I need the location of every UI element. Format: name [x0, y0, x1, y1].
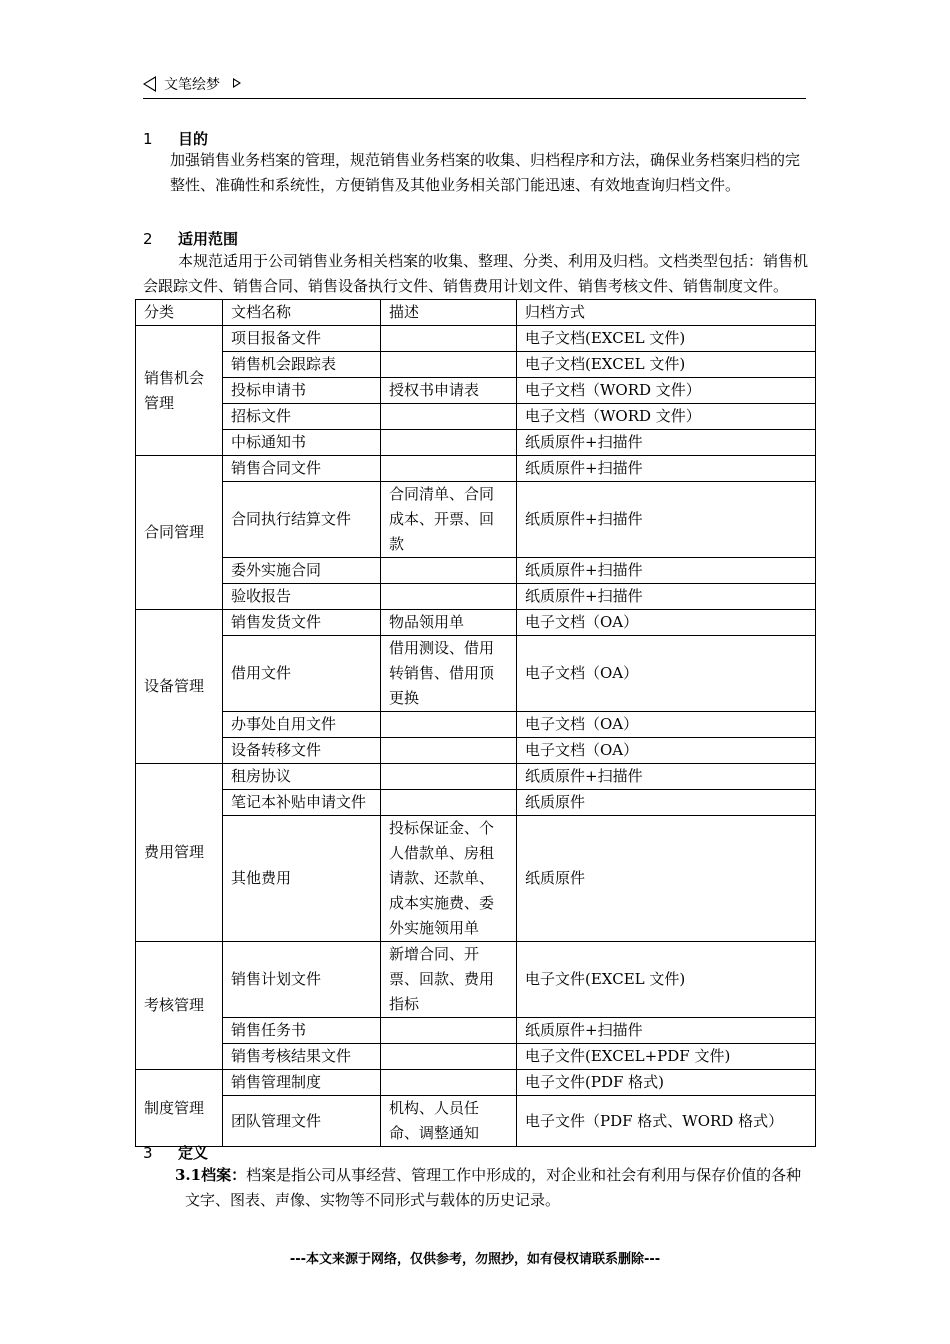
doc-name-cell: 项目报备文件: [223, 326, 381, 352]
desc-cell: [381, 352, 517, 378]
category-cell: 考核管理: [136, 942, 223, 1070]
method-cell: 电子文档(EXCEL 文件): [517, 352, 816, 378]
section-title: 定义: [178, 1144, 209, 1162]
doc-name-cell: 销售计划文件: [223, 942, 381, 1018]
desc-cell: 授权书申请表: [381, 378, 517, 404]
method-cell: 电子文件（PDF 格式、WORD 格式）: [517, 1096, 816, 1147]
doc-name-cell: 验收报告: [223, 584, 381, 610]
doc-name-cell: 借用文件: [223, 636, 381, 712]
column-header: 文档名称: [223, 300, 381, 326]
doc-name-cell: 其他费用: [223, 816, 381, 942]
doc-name-cell: 销售管理制度: [223, 1070, 381, 1096]
section-2-heading: [143, 228, 238, 249]
method-cell: 纸质原件+扫描件: [517, 558, 816, 584]
doc-name-cell: 设备转移文件: [223, 738, 381, 764]
table-row: [136, 584, 816, 610]
doc-name-cell: 中标通知书: [223, 430, 381, 456]
desc-cell: [381, 584, 517, 610]
method-cell: 电子文档（OA）: [517, 738, 816, 764]
category-cell: 费用管理: [136, 764, 223, 942]
doc-name-cell: 销售发货文件: [223, 610, 381, 636]
category-cell: 制度管理: [136, 1070, 223, 1147]
desc-cell: [381, 558, 517, 584]
section-1-body: 加强销售业务档案的管理，规范销售业务档案的收集、归档程序和方法，确保业务档案归档的完整性、准确性和系统性，方便销售及其他业务相关部门能迅速、有效地查询归档文件。: [170, 151, 801, 194]
desc-cell: 投标保证金、个人借款单、房租请款、还款单、成本实施费、委外实施领用单: [381, 816, 517, 942]
section-2-body: 本规范适用于公司销售业务相关档案的收集、整理、分类、利用及归档。文档类型包括：销售机会跟踪文件、销售合同、销售设备执行文件、销售费用计划文件、销售考核文件、销售制度文件。: [143, 252, 809, 295]
method-cell: 电子文档（OA）: [517, 610, 816, 636]
doc-name-cell: 委外实施合同: [223, 558, 381, 584]
page-header: [143, 72, 806, 99]
desc-cell: [381, 430, 517, 456]
desc-cell: 物品领用单: [381, 610, 517, 636]
column-header: 描述: [381, 300, 517, 326]
section-title: 适用范围: [178, 230, 239, 248]
section-3-heading: [143, 1142, 208, 1163]
desc-cell: [381, 712, 517, 738]
table-row: [136, 790, 816, 816]
method-cell: 电子文档（WORD 文件）: [517, 404, 816, 430]
definition-label: 3.1档案：: [175, 1166, 247, 1184]
table-row: [136, 558, 816, 584]
method-cell: 纸质原件+扫描件: [517, 430, 816, 456]
method-cell: 纸质原件: [517, 790, 816, 816]
table-row: [136, 482, 816, 558]
method-cell: 纸质原件+扫描件: [517, 482, 816, 558]
section-number: 1: [143, 130, 153, 148]
method-cell: 纸质原件+扫描件: [517, 584, 816, 610]
table-row: [136, 1070, 816, 1096]
desc-cell: [381, 764, 517, 790]
section-number: 3: [143, 1144, 153, 1162]
table-row: [136, 326, 816, 352]
desc-cell: [381, 1018, 517, 1044]
doc-name-cell: 销售机会跟踪表: [223, 352, 381, 378]
doc-name-cell: 笔记本补贴申请文件: [223, 790, 381, 816]
doc-name-cell: 销售合同文件: [223, 456, 381, 482]
table-row: [136, 942, 816, 1018]
triangle-right-icon: [233, 78, 241, 88]
desc-cell: [381, 790, 517, 816]
method-cell: 电子文件(EXCEL+PDF 文件): [517, 1044, 816, 1070]
method-cell: 纸质原件+扫描件: [517, 764, 816, 790]
desc-cell: 机构、人员任命、调整通知: [381, 1096, 517, 1147]
table-row: [136, 1044, 816, 1070]
section-1-heading: [143, 128, 208, 149]
method-cell: 纸质原件+扫描件: [517, 1018, 816, 1044]
method-cell: 电子文档(EXCEL 文件): [517, 326, 816, 352]
method-cell: 电子文档（OA）: [517, 636, 816, 712]
table-row: [136, 378, 816, 404]
method-cell: 纸质原件+扫描件: [517, 456, 816, 482]
doc-name-cell: 团队管理文件: [223, 1096, 381, 1147]
desc-cell: [381, 456, 517, 482]
desc-cell: [381, 738, 517, 764]
table-row: [136, 712, 816, 738]
table-row: [136, 816, 816, 942]
doc-name-cell: 租房协议: [223, 764, 381, 790]
doc-name-cell: 合同执行结算文件: [223, 482, 381, 558]
category-cell: 合同管理: [136, 456, 223, 610]
table-row: [136, 1018, 816, 1044]
doc-name-cell: 投标申请书: [223, 378, 381, 404]
category-cell: 设备管理: [136, 610, 223, 764]
doc-name-cell: 销售任务书: [223, 1018, 381, 1044]
category-cell: 销售机会管理: [136, 326, 223, 456]
method-cell: 电子文件(EXCEL 文件): [517, 942, 816, 1018]
table-row: [136, 456, 816, 482]
table-row: [136, 636, 816, 712]
desc-cell: [381, 326, 517, 352]
method-cell: 电子文件(PDF 格式): [517, 1070, 816, 1096]
doc-name-cell: 招标文件: [223, 404, 381, 430]
section-number: 2: [143, 230, 153, 248]
table-row: [136, 738, 816, 764]
method-cell: 电子文档（WORD 文件）: [517, 378, 816, 404]
archive-table: [135, 299, 816, 1147]
table-row: [136, 764, 816, 790]
desc-cell: 合同清单、合同成本、开票、回款: [381, 482, 517, 558]
desc-cell: [381, 404, 517, 430]
desc-cell: 借用测设、借用转销售、借用顶更换: [381, 636, 517, 712]
table-row: [136, 430, 816, 456]
desc-cell: [381, 1070, 517, 1096]
table-header-row: [136, 300, 816, 326]
triangle-left-icon: [143, 76, 156, 92]
method-cell: 纸质原件: [517, 816, 816, 942]
desc-cell: [381, 1044, 517, 1070]
header-title: 文笔绘梦: [164, 77, 220, 93]
method-cell: 电子文档（OA）: [517, 712, 816, 738]
table-row: [136, 352, 816, 378]
section-title: 目的: [178, 130, 209, 148]
doc-name-cell: 销售考核结果文件: [223, 1044, 381, 1070]
table-row: [136, 610, 816, 636]
doc-name-cell: 办事处自用文件: [223, 712, 381, 738]
definition-text: 档案是指公司从事经营、管理工作中形成的，对企业和社会有利用与保存价值的各种文字、图表、声像、实物等不同形式与载体的历史记录。: [185, 1166, 802, 1209]
table-row: [136, 404, 816, 430]
desc-cell: 新增合同、开票、回款、费用指标: [381, 942, 517, 1018]
column-header: 分类: [136, 300, 223, 326]
table-row: [136, 1096, 816, 1147]
section-3-body: [175, 1163, 810, 1213]
footer-disclaimer: ---本文来源于网络，仅供参考，勿照抄，如有侵权请联系删除---: [289, 1252, 661, 1267]
column-header: 归档方式: [517, 300, 816, 326]
